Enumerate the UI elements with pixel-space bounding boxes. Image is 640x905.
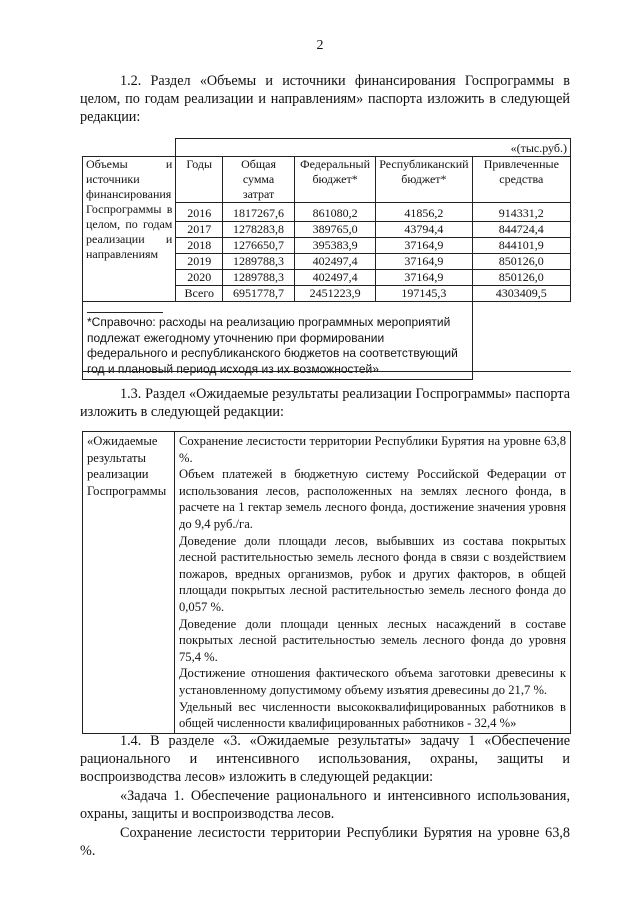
financing-table	[82, 138, 571, 380]
financing-row-label: Объемы и источники финансирования Госпрограммы в целом, по годам реализации и направлениям	[83, 157, 176, 302]
table-cell-year: 2017	[176, 222, 223, 238]
table-cell-total: 1289788,3	[223, 254, 295, 270]
note-divider	[87, 312, 163, 313]
note-row	[83, 302, 571, 380]
table-cell-federal: 402497,4	[294, 270, 375, 286]
table-cell-total: 6951778,7	[223, 286, 295, 302]
table-cell-year: 2020	[176, 270, 223, 286]
table-cell-attracted: 850126,0	[472, 270, 570, 286]
result-item: Сохранение лесистости территории Республики Бурятия на уровне 63,8 %.	[178, 434, 566, 465]
table-cell-republic: 43794,4	[376, 222, 472, 238]
header-years: Годы	[176, 157, 223, 203]
header-attracted: Привлеченные средства	[472, 157, 570, 203]
table-cell-attracted: 4303409,5	[472, 286, 570, 302]
result-item: Доведение доли площади лесов, выбывших из состава покрытых лесной растительностью земель лесного фонда в связи с воздействием пожаров, вредных организмов, рубок и других факторов, в общей площади покрытых лесной растительностью земель лесного фонда до 0,057 %.	[178, 533, 566, 614]
table-cell-federal: 389765,0	[294, 222, 375, 238]
page-number: 2	[316, 38, 324, 53]
budget-note: *Справочно: расходы на реализацию программных мероприятий подлежат ежегодному уточнению при формировании федерального и республиканского бюджетов на соответствующий год и плановый период исходя из их возможностей»	[87, 315, 458, 376]
table-cell-federal: 395383,9	[294, 238, 375, 254]
result-item: Удельный вес численности высококвалифицированных работников в общей численности квалифицированных работников - 32,4 %»	[178, 699, 566, 731]
result-item: Доведение доли площади ценных лесных насаждений в составе покрытых лесной растительностью земель лесного фонда до уровня 75,4 %.	[178, 616, 566, 664]
table-cell-total: 1289788,3	[223, 270, 295, 286]
table-cell-attracted: 844724,4	[472, 222, 570, 238]
result-item: Объем платежей в бюджетную систему Российской Федерации от использования лесов, расположенных на землях лесного фонда, в расчете на 1 гектар земель лесного фонда, достижение значения уровня до 9,4 руб./га.	[178, 467, 566, 531]
table-cell-attracted: 850126,0	[472, 254, 570, 270]
results-label: «Ожидаемые результаты реализации Госпрограммы	[83, 432, 175, 734]
table-cell-republic: 37164,9	[376, 270, 472, 286]
table-cell-republic: 41856,2	[376, 203, 472, 222]
table-cell-total: 1278283,8	[223, 222, 295, 238]
section-1-3-intro: 1.3. Раздел «Ожидаемые результаты реализации Госпрограммы» паспорта изложить в следующей редакции:	[80, 386, 570, 420]
table-cell-total: 1276650,7	[223, 238, 295, 254]
header-total: Общая сумма затрат	[223, 157, 295, 203]
results-table	[82, 431, 571, 734]
section-1-2-intro: 1.2. Раздел «Объемы и источники финансирования Госпрограммы в целом, по годам реализации и направлениям» паспорта изложить в следующей редакции:	[80, 73, 570, 125]
task-1-quote: «Задача 1. Обеспечение рационального и интенсивного использования, охраны, защиты и воспроизводства лесов.	[80, 788, 570, 822]
financing-table-block	[82, 138, 571, 380]
result-item: Достижение отношения фактического объема заготовки древесины к установленному допустимому объему изъятия древесины до 21,7 %.	[178, 666, 566, 697]
table-cell-attracted: 914331,2	[472, 203, 570, 222]
table-cell-year: 2018	[176, 238, 223, 254]
table-cell-year: 2016	[176, 203, 223, 222]
table-cell-total: 1817267,6	[223, 203, 295, 222]
section-1-4-intro: 1.4. В разделе «3. «Ожидаемые результаты» задачу 1 «Обеспечение рационального и интенсивного использования, охраны, защиты и воспроизводства лесов» изложить в следующей редакции:	[80, 733, 570, 785]
results-content	[174, 432, 570, 734]
table-cell-federal: 861080,2	[294, 203, 375, 222]
table-cell-year: 2019	[176, 254, 223, 270]
table-cell-federal: 402497,4	[294, 254, 375, 270]
table-cell-republic: 37164,9	[376, 254, 472, 270]
table-cell-republic: 37164,9	[376, 238, 472, 254]
last-line: Сохранение лесистости территории Республики Бурятия на уровне 63,8 %.	[80, 825, 570, 859]
table-cell-attracted: 844101,9	[472, 238, 570, 254]
table-cell-year: Всего	[176, 286, 223, 302]
unit-label: «(тыс.руб.)	[176, 139, 571, 157]
table-cell-federal: 2451223,9	[294, 286, 375, 302]
results-table-block	[82, 431, 571, 734]
table-cell-republic: 197145,3	[376, 286, 472, 302]
header-federal: Федеральный бюджет*	[294, 157, 375, 203]
header-republic: Республиканский бюджет*	[376, 157, 472, 203]
